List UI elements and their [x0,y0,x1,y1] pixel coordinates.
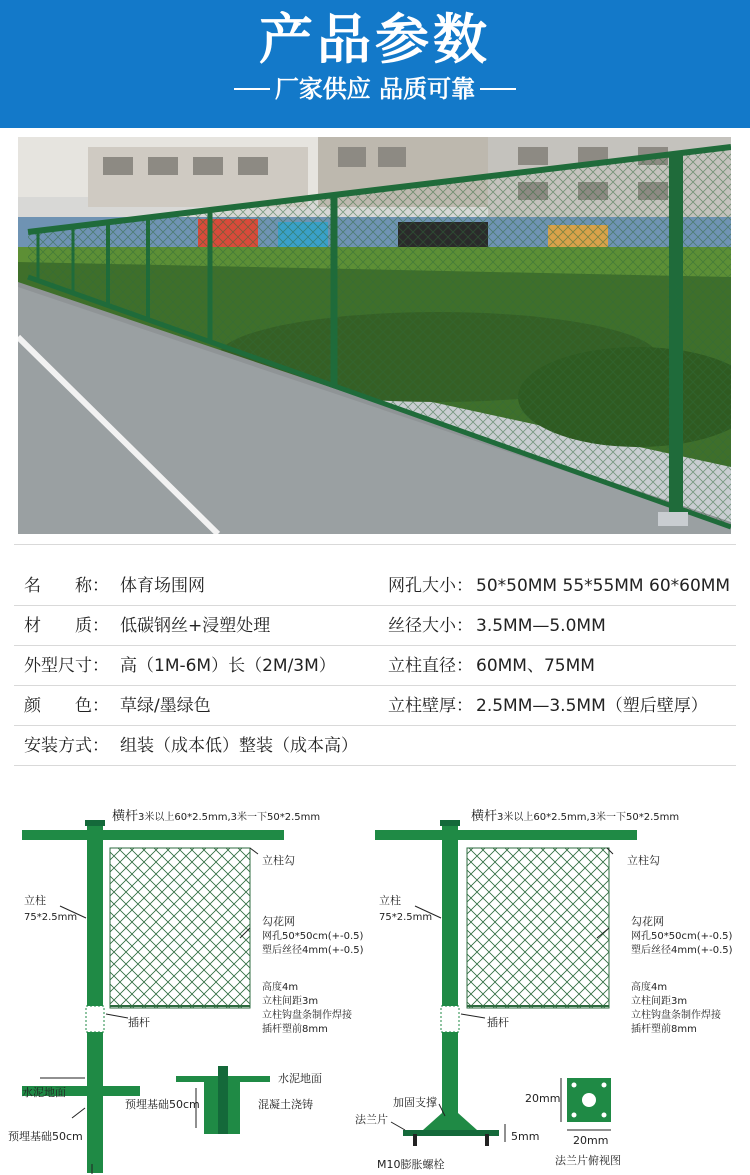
inset-foundation-label: 预埋基础50cm [125,1098,200,1111]
spec-name-value: 体育场围网 [120,576,205,596]
chain-link-mesh [467,848,609,1008]
flange-label: 法兰片 [355,1113,388,1126]
post-spec-label: 75*2.5mm [379,912,433,923]
spec-material-label: 材 质： [24,616,109,636]
crossbar-label: 横杆 [112,809,139,824]
spec-post-diameter-label: 立柱直径： [388,656,473,676]
spec-post-wall-label: 立柱壁厚： [388,696,473,716]
chain-link-mesh [110,848,250,1008]
brace-label: 加固支撑 [393,1096,437,1109]
spec-divider [14,605,736,606]
spec-post-diameter-value: 60MM、75MM [476,656,595,676]
thickness-label: 5mm [511,1130,540,1143]
flange-plate [403,1130,499,1136]
spec-color-value: 草绿/墨绿色 [120,696,211,716]
subtitle-rule-right [480,88,516,90]
height-label: 高度4m [262,982,299,993]
inset-ground-label: 水泥地面 [278,1072,322,1085]
bolt-label: M10膨胀螺栓 [377,1158,445,1171]
page-title: 产品参数 [259,8,491,71]
weld-label: 立柱钩盘条制作焊接 [631,1010,721,1021]
spec-divider [14,544,736,545]
concrete-label: 混凝土浇铸 [258,1098,313,1111]
rod-label: 插杆 [487,1016,509,1029]
spec-install-value: 组装（成本低）整装（成本高） [120,736,358,756]
spec-material-value: 低碳钢丝+浸塑处理 [120,616,271,636]
height-label: 高度4m [631,982,668,993]
crossbar [22,830,284,840]
post [442,823,458,1133]
crossbar-label: 横杆 [471,809,498,824]
rod-label: 插杆 [128,1016,150,1029]
spec-color-label: 颜 色： [24,696,109,716]
product-photo [18,137,731,534]
spec-divider [14,765,736,766]
hook-label: 立柱勾 [262,854,295,867]
crossbar [375,830,637,840]
svg-text:横杆3米以上60*2.5mm,3米一下50*2.5mm [112,808,320,824]
post-label: 立柱 [24,894,46,907]
brace [423,1113,442,1130]
mesh-wire-label: 塑后丝径4mm(+-0.5) [631,945,733,956]
spacing-label: 立柱间距3m [631,996,688,1007]
mesh-size-label: 网孔50*50cm(+-0.5) [631,931,733,942]
spec-mesh-value: 50*50MM 55*55MM 60*60MM [476,576,731,596]
rod-dia-label: 插杆塑前8mm [631,1024,697,1035]
spacing-label: 立柱间距3m [262,996,319,1007]
header-banner [0,0,750,128]
mesh-title-label: 勾花网 [631,915,664,928]
hook-label: 立柱勾 [627,854,660,867]
spec-divider [14,645,736,646]
diagram-embedded-install [0,778,375,1175]
spec-divider [14,725,736,726]
rod-dia-label: 插杆塑前8mm [262,1024,328,1035]
post-spec-label: 75*2.5mm [24,912,78,923]
plate-height-label: 20mm [525,1092,561,1105]
post-label: 立柱 [379,894,401,907]
spec-dimensions-label: 外型尺寸： [24,656,109,676]
ground-label: 水泥地面 [22,1086,66,1099]
spec-wire-value: 3.5MM—5.0MM [476,616,606,636]
weld-label: 立柱钩盘条制作焊接 [262,1010,352,1021]
post [87,823,103,1173]
plate-view-label: 法兰片俯视图 [555,1154,621,1167]
spec-post-wall-value: 2.5MM—3.5MM（塑后壁厚） [476,696,708,716]
mesh-title-label: 勾花网 [262,915,295,928]
plate-width-label: 20mm [573,1134,609,1147]
crossbar-spec: 3米以上60*2.5mm,3米一下50*2.5mm [497,812,680,823]
spec-install-label: 安装方式： [24,736,109,756]
mesh-wire-label: 塑后丝径4mm(+-0.5) [262,945,364,956]
foundation-label: 预埋基础50cm [8,1130,83,1143]
spec-dimensions-value: 高（1M-6M）长（2M/3M） [120,656,336,676]
crossbar-spec: 3米以上60*2.5mm,3米一下50*2.5mm [138,812,321,823]
mesh-size-label: 网孔50*50cm(+-0.5) [262,931,364,942]
svg-text:横杆3米以上60*2.5mm,3米一下50*2.5mm [471,808,679,824]
spec-name-label: 名 称： [24,576,109,596]
spec-divider [14,685,736,686]
spec-wire-label: 丝径大小： [388,616,473,636]
diagram-flange-install [355,778,750,1175]
page-subtitle: 厂家供应 品质可靠 [274,75,476,103]
spec-mesh-label: 网孔大小： [388,576,473,596]
